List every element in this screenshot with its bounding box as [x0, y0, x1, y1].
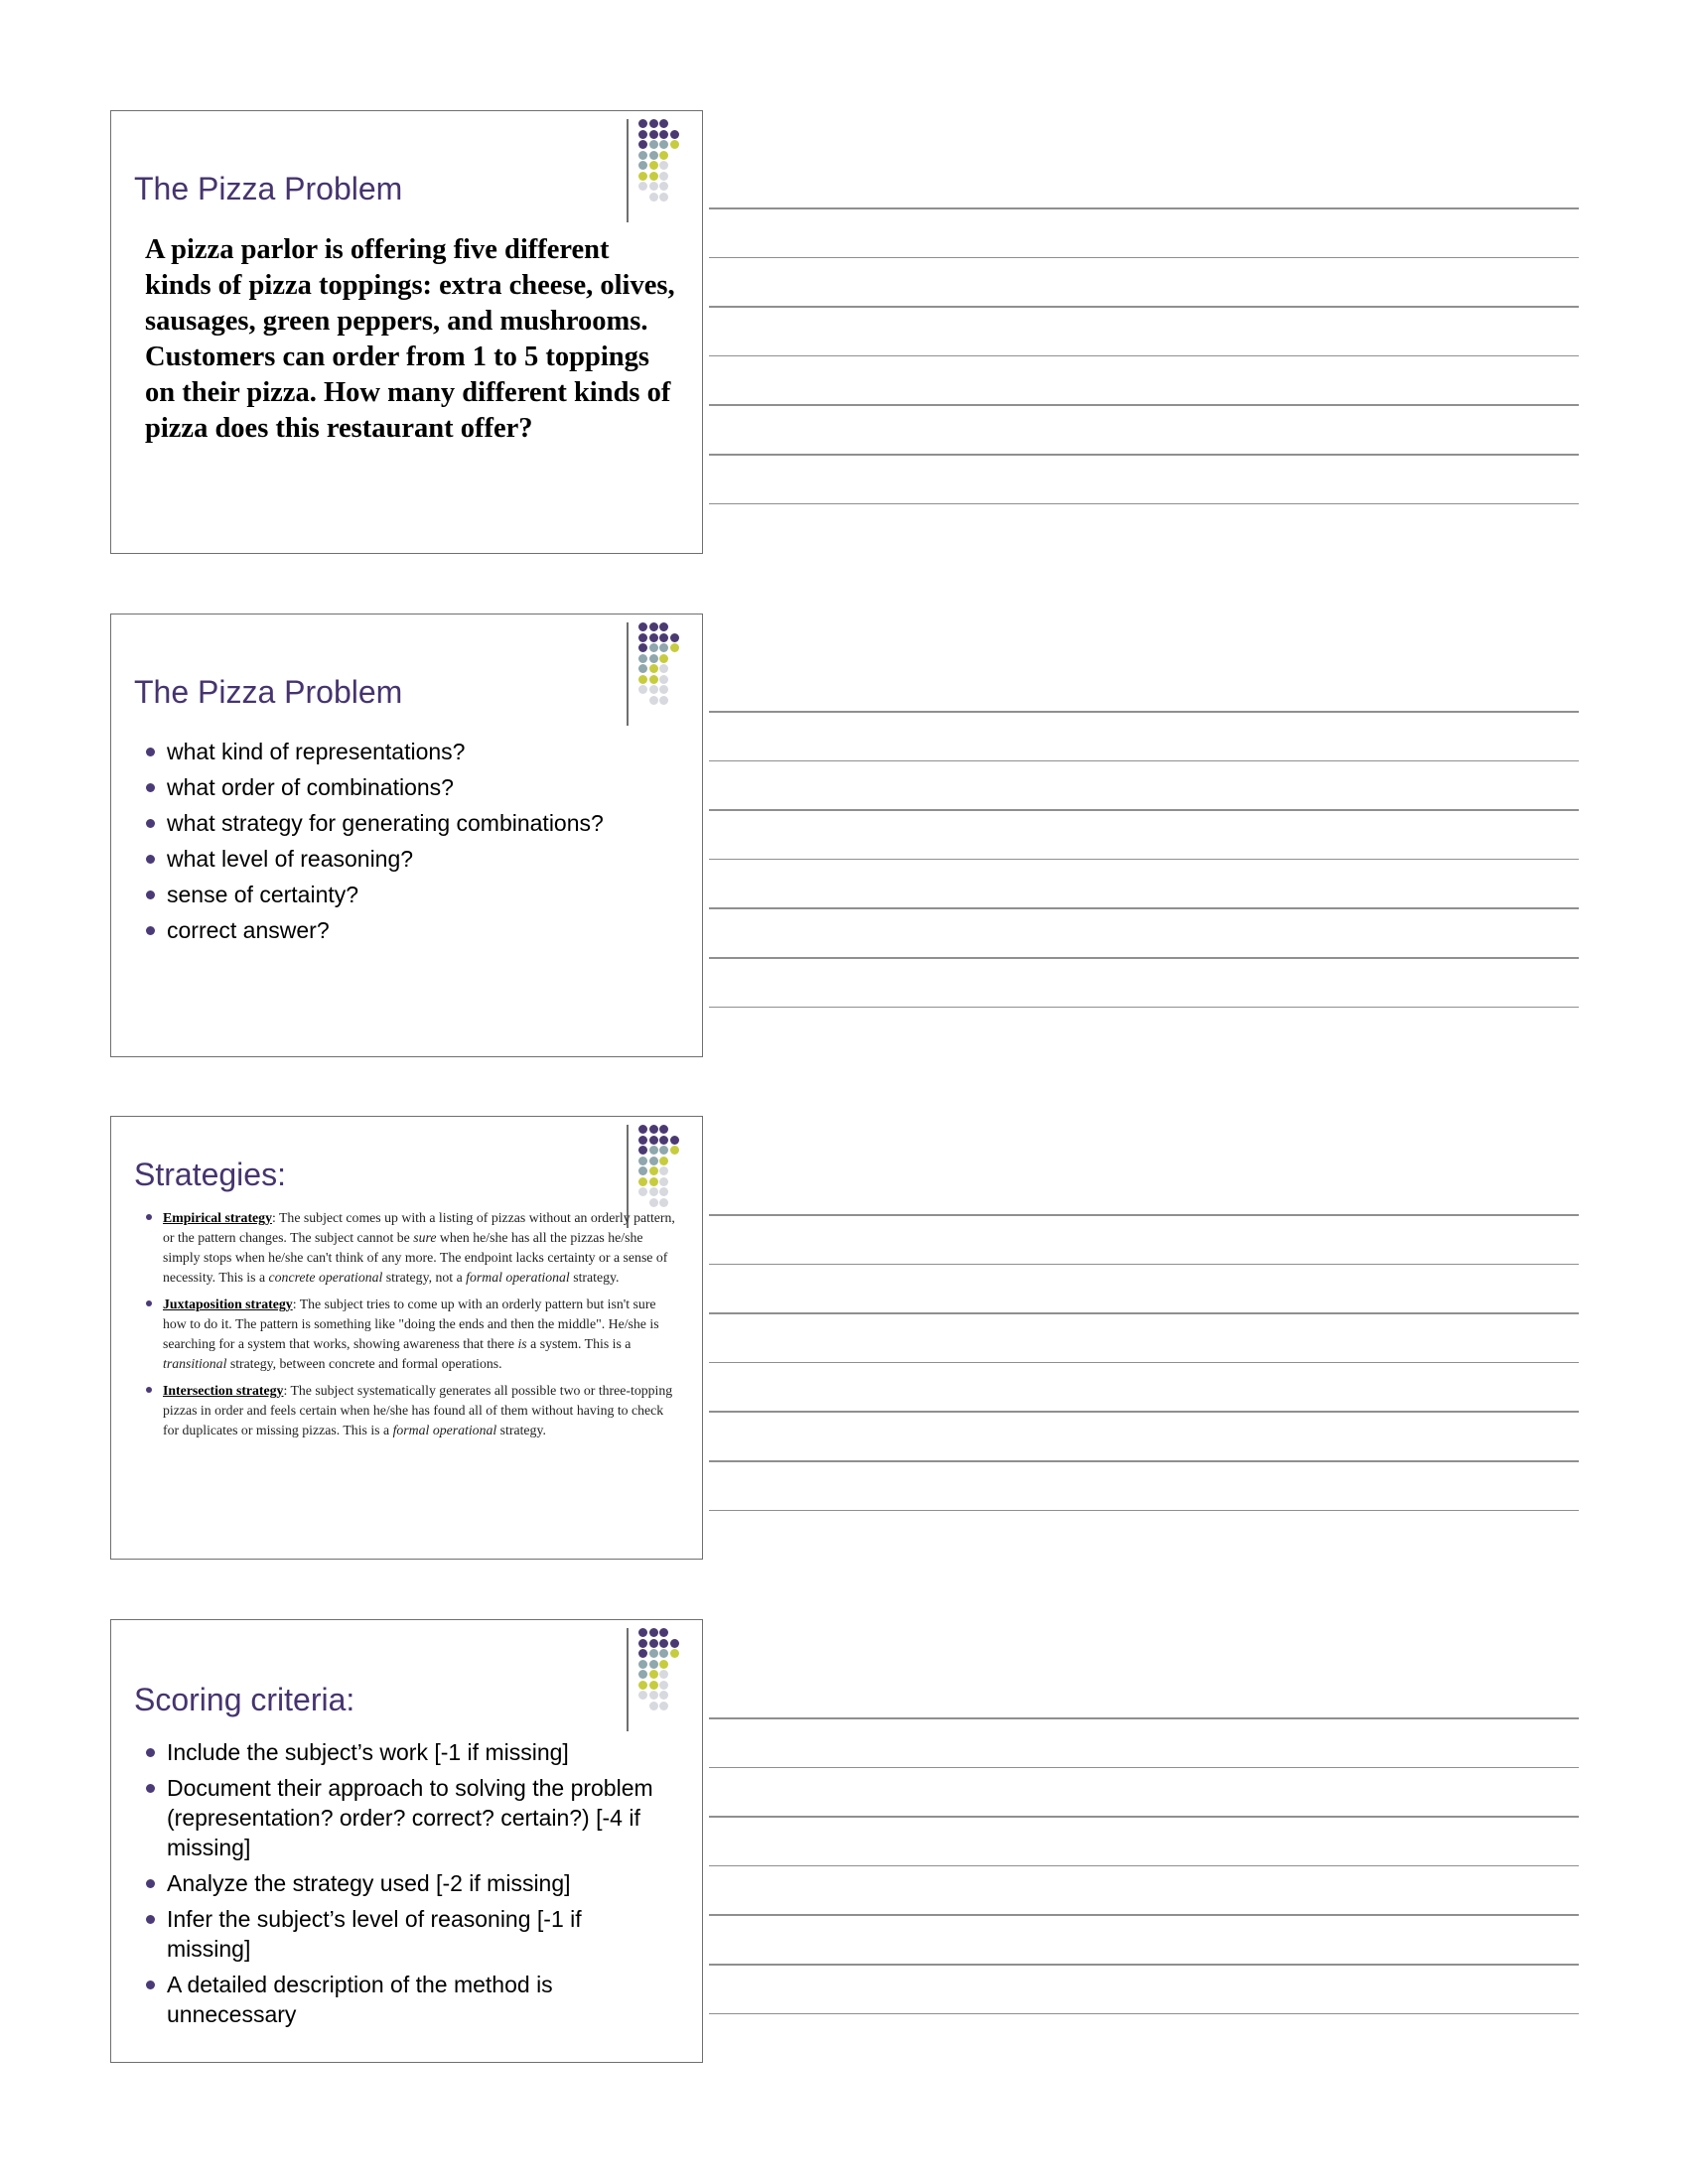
decoration-dot — [670, 1136, 679, 1145]
slide-title: Scoring criteria: — [134, 1682, 355, 1717]
note-line — [709, 1914, 1579, 1916]
strategy-emphasis: concrete operational — [268, 1270, 383, 1285]
strategy-list — [145, 1208, 679, 1447]
decoration-dot — [638, 1639, 647, 1648]
decoration-dot — [670, 643, 679, 652]
slide-title: The Pizza Problem — [134, 171, 403, 206]
decoration-dot — [638, 119, 647, 128]
slide-title: Strategies: — [134, 1157, 286, 1192]
decoration-dot — [659, 1691, 668, 1700]
decoration-dot — [659, 1670, 668, 1679]
decoration-dot — [649, 161, 658, 170]
decoration-dot — [659, 1125, 668, 1134]
strategy-term: Empirical strategy — [163, 1210, 272, 1225]
decoration-dot — [649, 1670, 658, 1679]
bullet-item: sense of certainty? — [145, 877, 686, 912]
decoration-dot — [670, 1639, 679, 1648]
decoration-dot — [649, 1166, 658, 1175]
note-line — [709, 907, 1579, 909]
note-line — [709, 1767, 1579, 1769]
decoration-dot — [649, 1177, 658, 1186]
decoration-dot — [638, 161, 647, 170]
note-line — [709, 809, 1579, 811]
decoration-dot — [659, 1702, 668, 1710]
decoration-dot — [649, 182, 658, 191]
note-line — [709, 1510, 1579, 1512]
strategy-item — [145, 1208, 679, 1288]
strategy-text: a system. This is a — [526, 1336, 632, 1351]
decoration-dot — [638, 1660, 647, 1669]
decoration-divider — [627, 1628, 629, 1731]
decoration-dot — [649, 654, 658, 663]
decoration-dot — [649, 1628, 658, 1637]
slide-1 — [110, 110, 703, 554]
decoration-dot — [649, 685, 658, 694]
strategy-item — [145, 1381, 679, 1440]
decoration-dot — [659, 675, 668, 684]
decoration-dot — [638, 130, 647, 139]
decoration-dot — [659, 622, 668, 631]
decoration-dot — [649, 151, 658, 160]
decoration-dot — [659, 1628, 668, 1637]
decoration-dot — [649, 1157, 658, 1165]
decoration-dot — [649, 1146, 658, 1155]
decoration-dot — [649, 1198, 658, 1207]
decoration-dot — [659, 172, 668, 181]
note-line — [709, 1865, 1579, 1867]
strategy-emphasis: formal operational — [392, 1423, 497, 1437]
decoration-dot — [638, 1187, 647, 1196]
slide-2 — [110, 614, 703, 1057]
decoration-dot — [649, 633, 658, 642]
slide-decoration — [627, 119, 706, 222]
slide-decoration — [627, 622, 706, 726]
decoration-dot — [638, 1681, 647, 1690]
note-line — [709, 1816, 1579, 1818]
decoration-dot — [649, 1125, 658, 1134]
bullet-list — [145, 1737, 661, 2035]
bullet-item: Document their approach to solving the problem (representation? order? correct? certain?) [-4 if missing] — [145, 1773, 661, 1862]
decoration-dot — [659, 119, 668, 128]
note-line — [709, 454, 1579, 456]
decoration-dot — [638, 664, 647, 673]
note-line — [709, 1964, 1579, 1966]
strategy-text: : The subject tries to come up with an orderly pattern but isn't sure how to do it. The pattern is something like "doing the ends and then the middle". He/she is searching for a system that works, showing awareness that there — [163, 1297, 659, 1351]
decoration-dot — [659, 1177, 668, 1186]
decoration-dot — [649, 1187, 658, 1196]
strategy-text: : The subject comes up with a listing of pizzas without an orderly pattern, or the pattern changes. The subject cannot be — [163, 1210, 675, 1245]
decoration-dot — [638, 1691, 647, 1700]
decoration-dot — [670, 1649, 679, 1658]
decoration-dot — [659, 685, 668, 694]
note-line — [709, 957, 1579, 959]
decoration-dot — [659, 130, 668, 139]
decoration-dot — [659, 654, 668, 663]
strategy-text: strategy. — [496, 1423, 546, 1437]
decoration-dot — [638, 1136, 647, 1145]
decoration-dot — [649, 1691, 658, 1700]
bullet-item: what strategy for generating combinations? — [145, 805, 686, 841]
strategy-text: when he/she has all the pizzas he/she simply stops when he/she can't think of any more. The endpoint lacks certainty or a sense of necessity. This is a — [163, 1230, 668, 1285]
decoration-dot — [659, 1187, 668, 1196]
decoration-dot — [649, 140, 658, 149]
note-line — [709, 1411, 1579, 1413]
decoration-dot — [649, 1681, 658, 1690]
decoration-dot — [659, 643, 668, 652]
decoration-dot — [649, 193, 658, 202]
note-line — [709, 306, 1579, 308]
decoration-dot — [638, 1146, 647, 1155]
decoration-dot — [659, 664, 668, 673]
decoration-dot — [638, 1166, 647, 1175]
decoration-dot — [638, 1670, 647, 1679]
note-line — [709, 1214, 1579, 1216]
note-line — [709, 1007, 1579, 1009]
bullet-list — [145, 734, 686, 948]
decoration-dot — [638, 1628, 647, 1637]
strategy-term: Juxtaposition strategy — [163, 1297, 293, 1311]
note-line — [709, 355, 1579, 357]
decoration-dot — [670, 130, 679, 139]
strategy-term: Intersection strategy — [163, 1383, 284, 1398]
decoration-dot — [659, 182, 668, 191]
decoration-dot — [659, 1198, 668, 1207]
decoration-dot — [638, 1177, 647, 1186]
bullet-item: correct answer? — [145, 912, 686, 948]
decoration-dot — [659, 151, 668, 160]
slide-decoration — [627, 1628, 706, 1731]
decoration-dot — [638, 140, 647, 149]
decoration-dot — [649, 172, 658, 181]
bullet-item: A detailed description of the method is unnecessary — [145, 1970, 661, 2029]
decoration-dot — [638, 172, 647, 181]
decoration-dot — [659, 1639, 668, 1648]
decoration-divider — [627, 119, 629, 222]
bullet-item: what kind of representations? — [145, 734, 686, 769]
decoration-dot — [638, 622, 647, 631]
note-line — [709, 2013, 1579, 2015]
note-line — [709, 711, 1579, 713]
note-line — [709, 760, 1579, 762]
bullet-item: Infer the subject’s level of reasoning [-1 if missing] — [145, 1904, 661, 1964]
note-line — [709, 1717, 1579, 1719]
decoration-dot — [638, 1649, 647, 1658]
strategy-emphasis: is — [517, 1336, 527, 1351]
strategy-text: strategy, between concrete and formal operations. — [226, 1356, 502, 1371]
slide-4 — [110, 1619, 703, 2063]
decoration-dot — [670, 140, 679, 149]
strategy-emphasis: transitional — [163, 1356, 227, 1371]
decoration-dot — [659, 1136, 668, 1145]
decoration-dot — [649, 696, 658, 705]
bullet-item: Include the subject’s work [-1 if missing] — [145, 1737, 661, 1767]
decoration-dot — [638, 1157, 647, 1165]
decoration-dot — [649, 119, 658, 128]
decoration-divider — [627, 622, 629, 726]
note-line — [709, 1264, 1579, 1266]
note-line — [709, 404, 1579, 406]
decoration-dot — [649, 664, 658, 673]
strategy-text: : The subject systematically generates all possible two or three-topping pizzas in order and feels certain when he/she has found all of them without having to check for duplicates or missing pizzas. This is a — [163, 1383, 673, 1437]
decoration-dot — [638, 182, 647, 191]
bullet-item: what order of combinations? — [145, 769, 686, 805]
decoration-dot — [670, 1146, 679, 1155]
decoration-dot — [649, 643, 658, 652]
decoration-dot — [638, 643, 647, 652]
decoration-dot — [659, 1166, 668, 1175]
decoration-dot — [659, 1146, 668, 1155]
decoration-dot — [649, 1649, 658, 1658]
note-line — [709, 859, 1579, 861]
decoration-dot — [638, 151, 647, 160]
decoration-dot — [649, 1136, 658, 1145]
note-line — [709, 1460, 1579, 1462]
decoration-dot — [638, 685, 647, 694]
decoration-dot — [638, 675, 647, 684]
decoration-dot — [649, 1702, 658, 1710]
decoration-dot — [670, 633, 679, 642]
note-line — [709, 1362, 1579, 1364]
slide-3 — [110, 1116, 703, 1560]
strategy-emphasis: formal operational — [466, 1270, 570, 1285]
decoration-dot — [659, 193, 668, 202]
decoration-dot — [649, 1660, 658, 1669]
decoration-dot — [638, 633, 647, 642]
slide-title: The Pizza Problem — [134, 674, 403, 710]
note-line — [709, 257, 1579, 259]
strategy-text: strategy, not a — [382, 1270, 467, 1285]
strategy-emphasis: sure — [413, 1230, 437, 1245]
note-line — [709, 503, 1579, 505]
slide-body-text: A pizza parlor is offering five different kinds of pizza toppings: extra cheese, olives, sausages, green peppers, and mushrooms. Customers can order from 1 to 5 toppings on their pizza. How many different kinds of pizza does this restaurant offer? — [145, 234, 675, 444]
decoration-dot — [659, 161, 668, 170]
note-line — [709, 1312, 1579, 1314]
decoration-dot — [649, 622, 658, 631]
strategy-item — [145, 1295, 679, 1374]
decoration-dot — [659, 1660, 668, 1669]
strategy-text: strategy. — [569, 1270, 620, 1285]
bullet-item: Analyze the strategy used [-2 if missing] — [145, 1868, 661, 1898]
decoration-dot — [659, 1649, 668, 1658]
decoration-dot — [659, 633, 668, 642]
bullet-item: what level of reasoning? — [145, 841, 686, 877]
decoration-dot — [659, 1157, 668, 1165]
decoration-dot — [649, 1639, 658, 1648]
decoration-dot — [638, 654, 647, 663]
note-line — [709, 207, 1579, 209]
decoration-dot — [659, 140, 668, 149]
decoration-dot — [638, 1125, 647, 1134]
decoration-dot — [659, 1681, 668, 1690]
decoration-dot — [649, 130, 658, 139]
decoration-dot — [649, 675, 658, 684]
decoration-dot — [659, 696, 668, 705]
